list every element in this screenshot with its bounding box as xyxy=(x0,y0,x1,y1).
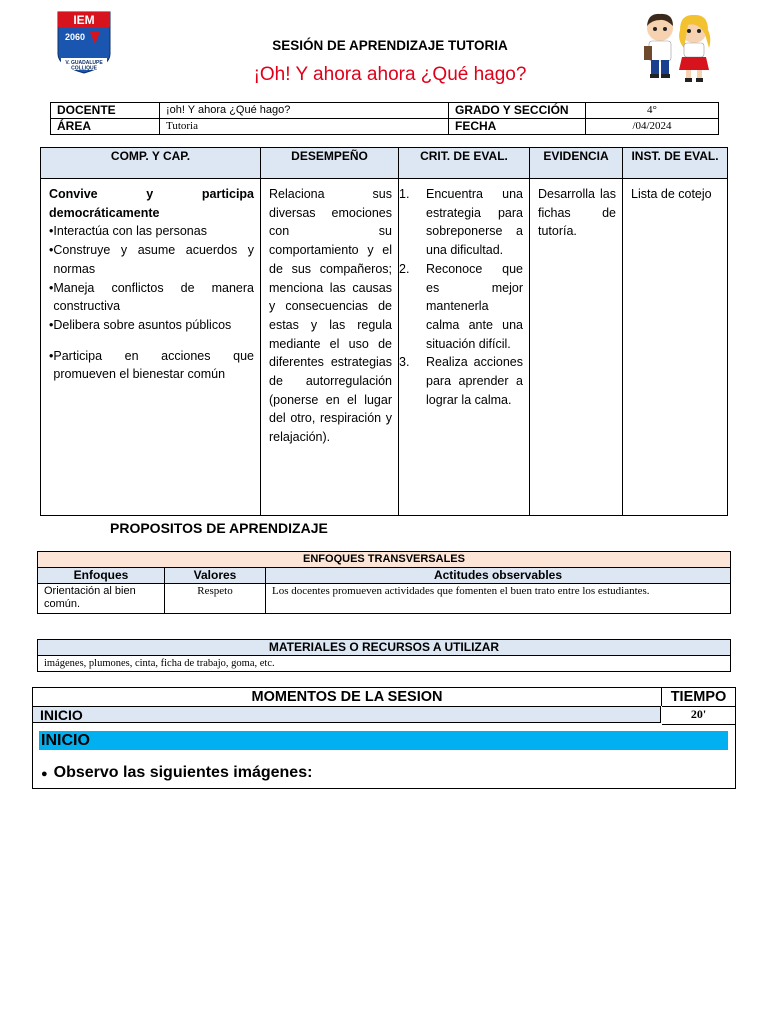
docente-label: DOCENTE xyxy=(51,103,160,119)
desempeno-cell: Relaciona sus diversas emociones con su comportamiento y el de sus compañeros; menciona las causas y consecuencias de estas y las regula mediante el uso de diferentes estrategias de autorregulación (ponerse en el lugar del otro, respiración y relajación). xyxy=(261,179,399,516)
logo-text-iem: IEM xyxy=(73,13,95,27)
header-evidencia: EVIDENCIA xyxy=(530,148,623,179)
enfoque-value: Orientación al bien común. xyxy=(38,584,165,614)
capacity-item: • Participa en acciones que promueven el bienestar común xyxy=(49,348,254,382)
capacity-item: • Maneja conflictos de manera constructiva xyxy=(49,280,254,314)
header-crit: CRIT. DE EVAL. xyxy=(399,148,530,179)
bullet-icon: ● xyxy=(41,768,48,780)
competency-table xyxy=(40,147,728,516)
header-comp: COMP. Y CAP. xyxy=(41,148,261,179)
comp-cell xyxy=(41,179,261,516)
fecha-value: /04/2024 xyxy=(586,119,719,135)
capacity-item: • Construye y asume acuerdos y normas xyxy=(49,243,254,276)
area-label: ÁREA xyxy=(51,119,160,135)
criterion-item: 2. Reconoce que es mejor mantenerla calma ante una situación difícil. xyxy=(399,261,523,351)
col-valores: Valores xyxy=(165,568,266,584)
capacity-item: • Interactúa con las personas xyxy=(49,224,207,239)
observe-text: Observo las siguientes imágenes: xyxy=(53,764,313,781)
propositos-title: PROPOSITOS DE APRENDIZAJE xyxy=(110,520,328,536)
fecha-label: FECHA xyxy=(449,119,586,135)
area-value: Tutoria xyxy=(160,119,449,135)
inicio-row-label: INICIO xyxy=(33,706,661,723)
col-actitudes: Actitudes observables xyxy=(266,568,731,584)
logo-text-year: 2060 xyxy=(64,32,86,42)
criterion-item: 3. Realiza acciones para aprender a lograr la calma. xyxy=(399,355,523,407)
docente-value: ¡oh! Y ahora ¿Qué hago? xyxy=(160,103,449,119)
momentos-box xyxy=(32,687,736,789)
materiales-title: MATERIALES O RECURSOS A UTILIZAR xyxy=(38,640,731,656)
valor-value: Respeto xyxy=(165,584,266,614)
header-inst: INST. DE EVAL. xyxy=(623,148,728,179)
criteria-cell xyxy=(399,179,530,516)
inicio-banner: INICIO xyxy=(39,731,728,750)
info-table xyxy=(50,102,719,135)
instrumento-cell: Lista de cotejo xyxy=(623,179,728,516)
tiempo-label: TIEMPO xyxy=(670,689,727,705)
grado-value: 4° xyxy=(586,103,719,119)
logo-text-place: V. GUADALUPE xyxy=(65,60,103,66)
session-title: SESIÓN DE APRENDIZAJE TUTORIA xyxy=(272,38,508,53)
evidencia-cell: Desarrolla las fichas de tutoría. xyxy=(530,179,623,516)
inicio-time: 20' xyxy=(662,706,735,725)
actitud-value: Los docentes promueven actividades que fomenten el buen trato entre los estudiantes. xyxy=(266,584,731,614)
materiales-table xyxy=(37,639,731,672)
grado-label: GRADO Y SECCIÓN xyxy=(449,103,586,119)
observe-line xyxy=(41,764,312,782)
materiales-value: imágenes, plumones, cinta, ficha de trabajo, goma, etc. xyxy=(38,656,731,672)
enfoques-table xyxy=(37,551,731,614)
enfoques-title: ENFOQUES TRANSVERSALES xyxy=(38,552,731,568)
logo-text-district: COLLIQUE xyxy=(71,65,97,72)
main-title: ¡Oh! Y ahora ahora ¿Qué hago? xyxy=(253,64,527,85)
comp-title: Convive y participa democráticamente xyxy=(49,187,254,220)
header-desempeno: DESEMPEÑO xyxy=(261,148,399,179)
momentos-title: MOMENTOS DE LA SESION xyxy=(33,688,662,706)
capacity-item: • Delibera sobre asuntos públicos xyxy=(49,317,232,332)
criterion-item: 1. Encuentra una estrategia para sobreponerse a una dificultad. xyxy=(399,187,523,258)
col-enfoques: Enfoques xyxy=(38,568,165,584)
